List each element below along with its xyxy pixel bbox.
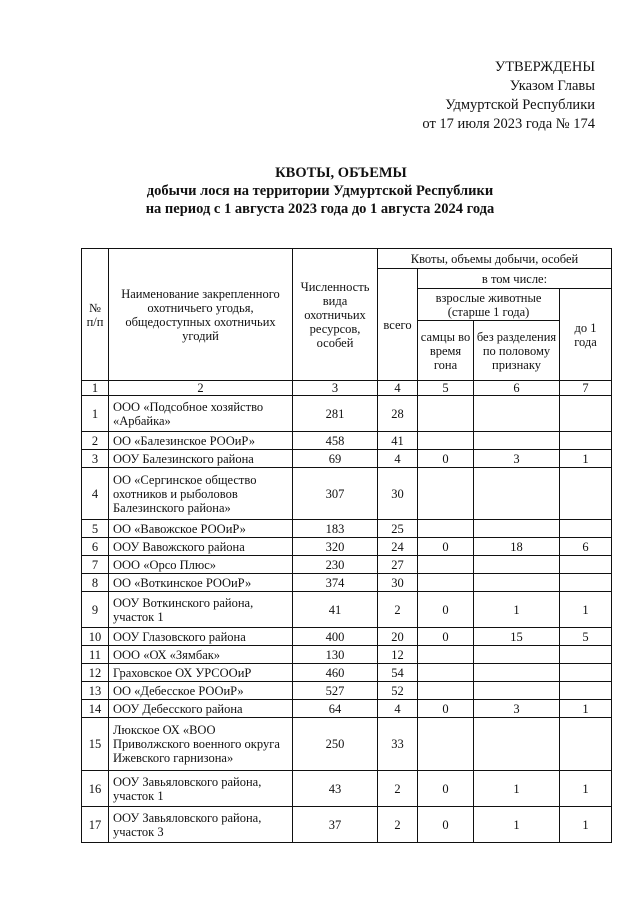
row-total: 20 xyxy=(378,628,418,646)
table-row xyxy=(82,592,612,628)
quota-table xyxy=(81,248,612,843)
row-total: 4 xyxy=(378,700,418,718)
row-young: 1 xyxy=(560,450,612,468)
row-young xyxy=(560,646,612,664)
row-young xyxy=(560,520,612,538)
row-number: 2 xyxy=(82,432,109,450)
row-number: 1 xyxy=(82,396,109,432)
approval-line-2: Указом Главы xyxy=(509,78,595,94)
table-row xyxy=(82,682,612,700)
row-females: 0 xyxy=(418,700,474,718)
row-name: ОО «Дебесское РООиР» xyxy=(109,682,293,700)
table-row xyxy=(82,664,612,682)
row-name: ООО «Орсо Плюс» xyxy=(109,556,293,574)
row-name: ОО «Балезинское РООиР» xyxy=(109,432,293,450)
row-name: ООУ Балезинского района xyxy=(109,450,293,468)
document-title xyxy=(0,164,640,218)
row-females: 0 xyxy=(418,771,474,807)
row-young xyxy=(560,664,612,682)
row-total: 25 xyxy=(378,520,418,538)
title-line-2: добычи лося на территории Удмуртской Республики xyxy=(146,183,494,199)
row-young: 6 xyxy=(560,538,612,556)
row-population: 320 xyxy=(293,538,378,556)
row-total: 2 xyxy=(378,592,418,628)
row-name: Граховское ОХ УРСООиР xyxy=(109,664,293,682)
row-young: 1 xyxy=(560,771,612,807)
row-number: 10 xyxy=(82,628,109,646)
row-females xyxy=(418,574,474,592)
row-young xyxy=(560,574,612,592)
row-no-sex: 15 xyxy=(474,628,560,646)
row-no-sex: 3 xyxy=(474,450,560,468)
row-no-sex: 3 xyxy=(474,700,560,718)
row-females: 0 xyxy=(418,628,474,646)
row-young xyxy=(560,396,612,432)
row-name: ООУ Завьяловского района, участок 3 xyxy=(109,807,293,843)
row-young: 1 xyxy=(560,807,612,843)
row-total: 2 xyxy=(378,807,418,843)
header-quotas: Квоты, объемы добычи, особей xyxy=(378,249,612,269)
table-row xyxy=(82,538,612,556)
row-name: ООУ Воткинского района, участок 1 xyxy=(109,592,293,628)
approval-block xyxy=(355,58,595,134)
row-total: 33 xyxy=(378,718,418,771)
table-body xyxy=(82,396,612,843)
row-females xyxy=(418,520,474,538)
row-number: 16 xyxy=(82,771,109,807)
row-number: 7 xyxy=(82,556,109,574)
row-females: 0 xyxy=(418,538,474,556)
table-row xyxy=(82,700,612,718)
row-young: 1 xyxy=(560,592,612,628)
row-females xyxy=(418,718,474,771)
row-no-sex xyxy=(474,520,560,538)
row-no-sex: 1 xyxy=(474,807,560,843)
table-row xyxy=(82,807,612,843)
row-total: 28 xyxy=(378,396,418,432)
header-adults: взрослые животные (старше 1 года) xyxy=(418,289,560,321)
row-name: ООО «Подсобное хозяйство «Арбайка» xyxy=(109,396,293,432)
row-young xyxy=(560,556,612,574)
row-population: 460 xyxy=(293,664,378,682)
row-name: ООУ Вавожского района xyxy=(109,538,293,556)
row-total: 24 xyxy=(378,538,418,556)
row-total: 30 xyxy=(378,574,418,592)
row-population: 307 xyxy=(293,468,378,520)
row-young: 1 xyxy=(560,700,612,718)
table-row xyxy=(82,718,612,771)
col-num-3: 3 xyxy=(293,381,378,396)
row-number: 6 xyxy=(82,538,109,556)
row-total: 2 xyxy=(378,771,418,807)
column-number-row xyxy=(82,381,612,396)
row-females xyxy=(418,646,474,664)
table-row xyxy=(82,628,612,646)
row-no-sex xyxy=(474,432,560,450)
row-young xyxy=(560,682,612,700)
col-num-6: 6 xyxy=(474,381,560,396)
header-name: Наименование закрепленного охотничьего угодья, общедоступных охотничьих угодий xyxy=(109,249,293,381)
row-number: 5 xyxy=(82,520,109,538)
row-name: ООО «ОХ «Зямбак» xyxy=(109,646,293,664)
header-females: самцы во время гона xyxy=(418,321,474,381)
row-name: Люкское ОХ «ВОО Приволжского военного округа Ижевского гарнизона» xyxy=(109,718,293,771)
row-young xyxy=(560,718,612,771)
row-total: 30 xyxy=(378,468,418,520)
row-no-sex xyxy=(474,556,560,574)
row-name: ООУ Глазовского района xyxy=(109,628,293,646)
row-number: 15 xyxy=(82,718,109,771)
row-name: ОО «Вавожское РООиР» xyxy=(109,520,293,538)
approval-line-3: Удмуртской Республики xyxy=(445,97,595,113)
row-population: 130 xyxy=(293,646,378,664)
title-line-1: КВОТЫ, ОБЪЕМЫ xyxy=(275,165,407,181)
row-population: 37 xyxy=(293,807,378,843)
row-number: 9 xyxy=(82,592,109,628)
row-population: 250 xyxy=(293,718,378,771)
row-total: 54 xyxy=(378,664,418,682)
header-num: № п/п xyxy=(82,249,109,381)
row-population: 43 xyxy=(293,771,378,807)
approval-line-1: УТВЕРЖДЕНЫ xyxy=(494,59,595,75)
row-females xyxy=(418,432,474,450)
row-name: ОО «Воткинское РООиР» xyxy=(109,574,293,592)
table-row xyxy=(82,520,612,538)
row-no-sex: 18 xyxy=(474,538,560,556)
col-num-2: 2 xyxy=(109,381,293,396)
row-population: 69 xyxy=(293,450,378,468)
table-row xyxy=(82,468,612,520)
header-young: до 1 года xyxy=(560,289,612,381)
row-no-sex xyxy=(474,468,560,520)
row-population: 281 xyxy=(293,396,378,432)
row-number: 8 xyxy=(82,574,109,592)
row-population: 527 xyxy=(293,682,378,700)
row-no-sex: 1 xyxy=(474,771,560,807)
row-total: 12 xyxy=(378,646,418,664)
row-population: 230 xyxy=(293,556,378,574)
row-number: 14 xyxy=(82,700,109,718)
row-number: 13 xyxy=(82,682,109,700)
row-females xyxy=(418,396,474,432)
row-number: 12 xyxy=(82,664,109,682)
col-num-5: 5 xyxy=(418,381,474,396)
table-row xyxy=(82,646,612,664)
row-number: 4 xyxy=(82,468,109,520)
row-name: ООУ Завьяловского района, участок 1 xyxy=(109,771,293,807)
approval-line-4: от 17 июля 2023 года № 174 xyxy=(422,116,595,132)
row-no-sex xyxy=(474,646,560,664)
row-total: 52 xyxy=(378,682,418,700)
row-no-sex xyxy=(474,718,560,771)
row-population: 183 xyxy=(293,520,378,538)
row-females xyxy=(418,468,474,520)
col-num-7: 7 xyxy=(560,381,612,396)
row-no-sex xyxy=(474,682,560,700)
row-population: 64 xyxy=(293,700,378,718)
row-females: 0 xyxy=(418,450,474,468)
row-population: 458 xyxy=(293,432,378,450)
row-population: 374 xyxy=(293,574,378,592)
row-no-sex: 1 xyxy=(474,592,560,628)
table-row xyxy=(82,574,612,592)
header-total: всего xyxy=(378,269,418,381)
row-females xyxy=(418,682,474,700)
row-females: 0 xyxy=(418,592,474,628)
row-females xyxy=(418,664,474,682)
title-line-3: на период с 1 августа 2023 года до 1 августа 2024 года xyxy=(145,201,495,217)
col-num-1: 1 xyxy=(82,381,109,396)
col-num-4: 4 xyxy=(378,381,418,396)
row-number: 3 xyxy=(82,450,109,468)
row-total: 41 xyxy=(378,432,418,450)
row-no-sex xyxy=(474,664,560,682)
header-population: Численность вида охотничьих ресурсов, особей xyxy=(293,249,378,381)
row-name: ООУ Дебесского района xyxy=(109,700,293,718)
row-population: 41 xyxy=(293,592,378,628)
row-young xyxy=(560,468,612,520)
row-no-sex xyxy=(474,574,560,592)
row-number: 11 xyxy=(82,646,109,664)
table-row xyxy=(82,771,612,807)
row-total: 27 xyxy=(378,556,418,574)
row-young xyxy=(560,432,612,450)
table-row xyxy=(82,556,612,574)
row-total: 4 xyxy=(378,450,418,468)
table-row xyxy=(82,396,612,432)
header-no-sex: без разделения по половому признаку xyxy=(474,321,560,381)
row-females xyxy=(418,556,474,574)
row-no-sex xyxy=(474,396,560,432)
row-population: 400 xyxy=(293,628,378,646)
row-name: ОО «Сергинское общество охотников и рыболовов Балезинского района» xyxy=(109,468,293,520)
row-females: 0 xyxy=(418,807,474,843)
table-row xyxy=(82,432,612,450)
header-including: в том числе: xyxy=(418,269,612,289)
row-young: 5 xyxy=(560,628,612,646)
table-row xyxy=(82,450,612,468)
row-number: 17 xyxy=(82,807,109,843)
